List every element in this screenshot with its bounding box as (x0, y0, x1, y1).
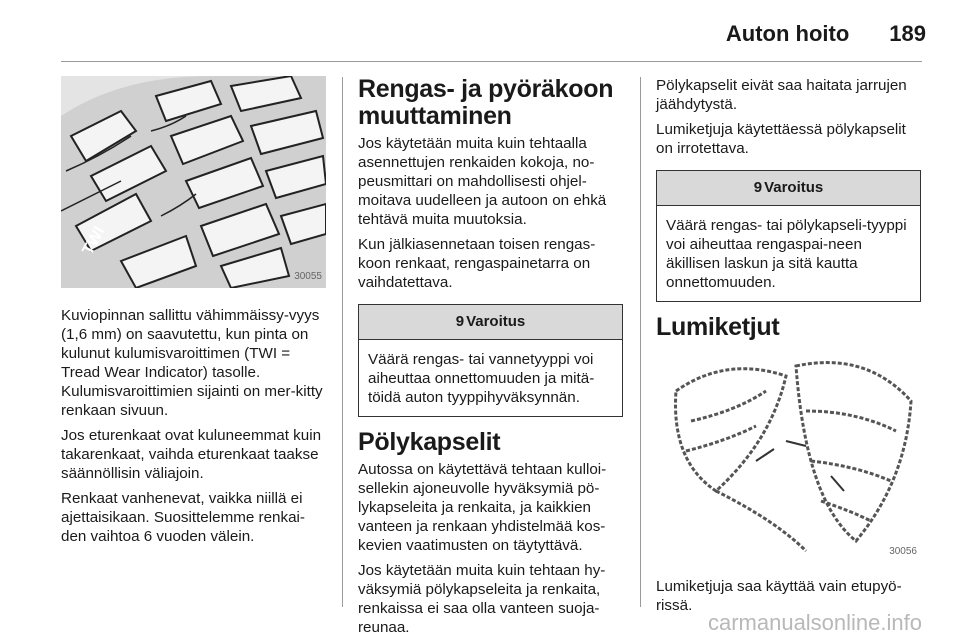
warning-title (359, 305, 622, 340)
paragraph: Jos käytetään muita kuin tehtaan hy-väksymiä pölykapseleita ja renkaita, renkaissa ei saa olla vanteen suoja-reunaa. (358, 562, 606, 636)
paragraph: Jos eturenkaat ovat kuluneemmat kuin takarenkaat, vaihda eturenkaat taakse säännöllisin väliajoin. (61, 427, 322, 482)
heading-snow-chains: Lumiketjut (656, 313, 780, 341)
warning-icon: 9 (455, 313, 465, 330)
paragraph: Autossa on käytettävä tehtaan kulloi-sellekin ajoneuvolle hyväksymiä pö-lykapseleita ja renkaita, ja kaikkien vanteen ja renkaan yhdistelmää kos-kevien vaatimusten on täytyttävä. (358, 461, 607, 554)
tire-tread-illustration (61, 76, 326, 288)
figure-number: 30056 (889, 546, 917, 557)
watermark-site: carmanualsonline.info (707, 610, 922, 635)
warning-text: Väärä rengas- tai pölykapseli-tyyppi voi aiheuttaa rengaspai-neen äkillisen laskun ja sitä kautta onnettomuuden. (666, 217, 907, 291)
paragraph: Jos käytetään muita kuin tehtaalla asennettujen renkaiden kokoja, no-peusmittari on mahdollisesti ohjel-moitava uudelleen ja autoon on ehkä tehtävä muita muutoksia. (358, 135, 607, 228)
column-1 (61, 76, 326, 552)
warning-label: Varoitus (466, 313, 526, 330)
column-divider-1 (342, 77, 343, 607)
heading-hubcaps: Pölykapselit (358, 428, 501, 456)
column-3 (656, 76, 921, 621)
snow-chains-figure (656, 351, 921, 563)
paragraph: Lumiketjuja saa käyttää vain etupyö-rissä. (656, 578, 902, 614)
paragraph: Kuviopinnan sallittu vähimmäissy-vyys (1,6 mm) on saavutettu, kun pinta on kulunut kulumisvaroittimen (TWI = Tread Wear Indicator) tasolle. Kulumisvaroittimien sijainti on mer-kitty renkaan sivuun. (61, 307, 323, 419)
tire-tread-figure (61, 76, 326, 288)
page-header (726, 14, 926, 54)
warning-box (358, 304, 623, 417)
paragraph: Lumiketjuja käytettäessä pölykapselit on irrotettava. (656, 121, 906, 157)
warning-box (656, 170, 921, 302)
warning-icon: 9 (753, 179, 763, 196)
paragraph: Pölykapselit eivät saa haitata jarrujen jäähdytystä. (656, 77, 907, 113)
paragraph: Renkaat vanhenevat, vaikka niillä ei ajettaisikaan. Suosittelemme renkai-den vaihtoa 6 vuoden välein. (61, 490, 305, 545)
page-number: 189 (889, 21, 926, 46)
snow-chains-illustration (656, 351, 921, 563)
section-title: Auton hoito (725, 21, 850, 46)
twi-marking: TWI (79, 224, 109, 258)
column-2 (358, 76, 623, 643)
warning-text: Väärä rengas- tai vannetyyppi voi aiheuttaa onnettomuuden ja mitä-töidä auton tyyppihyväksynnän. (368, 351, 595, 406)
header-rule (61, 61, 922, 62)
column-divider-2 (640, 77, 641, 607)
heading-wheel-size: Rengas- ja pyöräkoon muuttaminen (358, 75, 614, 130)
figure-number: 30055 (294, 271, 322, 282)
paragraph: Kun jälkiasennetaan toisen rengas-koon renkaat, rengaspainetarra on vaihdatettava. (358, 236, 596, 291)
warning-label: Varoitus (764, 179, 824, 196)
warning-title (657, 171, 920, 206)
